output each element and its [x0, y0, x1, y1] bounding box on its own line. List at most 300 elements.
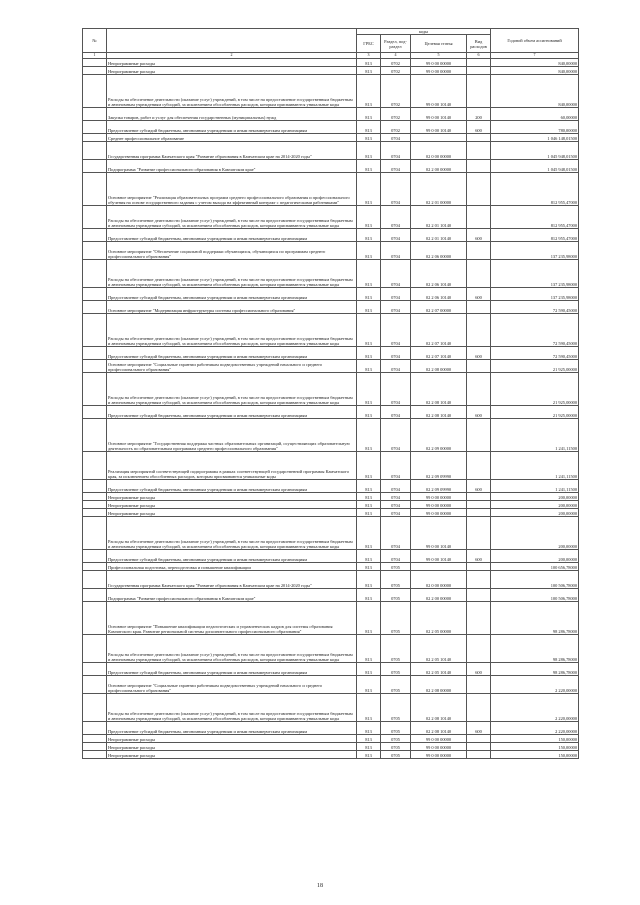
table-row — [83, 120, 579, 133]
row-razdel: 0704 — [381, 313, 411, 346]
table-row — [83, 359, 579, 372]
row-razdel: 0704 — [381, 205, 411, 228]
row-grbs: 813 — [357, 58, 381, 66]
row-target-article: 02 2 08 10140 — [411, 405, 467, 418]
row-number — [83, 734, 107, 742]
row-number — [83, 313, 107, 346]
row-grbs: 813 — [357, 405, 381, 418]
row-expense-type: 600 — [467, 549, 491, 562]
row-name: Расходы на обеспечение деятельности (оказание услуг) учреждений, в том числе на предоставление государственным бюджетным и автономным учреждениям субсидий, за исключением обособленных расходов, которым присваиваются уникальные коды — [107, 634, 357, 662]
row-target-article: 02 2 00 00000 — [411, 159, 467, 172]
row-expense-type: 600 — [467, 479, 491, 492]
row-name: Профессиональная подготовка, переподготовка и повышение квалификации — [107, 562, 357, 570]
row-razdel: 0704 — [381, 259, 411, 287]
row-name: Расходы на обеспечение деятельности (оказание услуг) учреждений, в том числе на предоставление государственным бюджетным и автономным учреждениям субсидий, за исключением обособленных расходов, которым присваиваются уникальные коды — [107, 205, 357, 228]
row-number — [83, 74, 107, 107]
row-razdel: 0705 — [381, 601, 411, 634]
row-razdel: 0705 — [381, 634, 411, 662]
row-amount: 100 506,78000 — [491, 570, 579, 588]
row-name: Предоставление субсидий бюджетным, автономным учреждениям и иным некоммерческим организациям — [107, 549, 357, 562]
row-razdel: 0702 — [381, 66, 411, 74]
row-target-article: 02 2 05 00000 — [411, 601, 467, 634]
row-razdel: 0704 — [381, 549, 411, 562]
row-number — [83, 372, 107, 405]
row-grbs: 813 — [357, 675, 381, 693]
row-razdel: 0705 — [381, 750, 411, 758]
row-grbs: 813 — [357, 259, 381, 287]
page-number: 18 — [317, 883, 323, 889]
row-name: Среднее профессиональное образование — [107, 133, 357, 141]
row-razdel: 0704 — [381, 508, 411, 516]
row-grbs: 813 — [357, 479, 381, 492]
row-razdel: 0705 — [381, 721, 411, 734]
row-razdel: 0704 — [381, 418, 411, 451]
row-number — [83, 228, 107, 241]
table-row — [83, 418, 579, 451]
row-grbs: 813 — [357, 287, 381, 300]
row-razdel: 0705 — [381, 742, 411, 750]
row-target-article: 02 2 06 10140 — [411, 287, 467, 300]
row-number — [83, 662, 107, 675]
row-amount: 60,00000 — [491, 107, 579, 120]
row-number — [83, 500, 107, 508]
table-row — [83, 159, 579, 172]
table-row — [83, 570, 579, 588]
row-expense-type — [467, 675, 491, 693]
row-razdel: 0704 — [381, 372, 411, 405]
row-grbs: 813 — [357, 721, 381, 734]
row-target-article: 99 0 00 10140 — [411, 107, 467, 120]
row-razdel: 0702 — [381, 74, 411, 107]
row-expense-type — [467, 508, 491, 516]
row-name: Непрограммные расходы — [107, 750, 357, 758]
row-name: Основное мероприятие "Модернизация инфраструктуры системы профессионального образования" — [107, 300, 357, 313]
row-razdel: 0704 — [381, 359, 411, 372]
table-row — [83, 74, 579, 107]
row-razdel: 0705 — [381, 675, 411, 693]
row-name: Подпрограмма "Развитие профессионального образования в Камчатском крае" — [107, 159, 357, 172]
row-amount: 1 241,11500 — [491, 451, 579, 479]
row-amount: 150,00000 — [491, 734, 579, 742]
row-grbs: 813 — [357, 500, 381, 508]
row-expense-type — [467, 693, 491, 721]
row-amount: 150,00000 — [491, 750, 579, 758]
row-grbs: 813 — [357, 570, 381, 588]
row-number — [83, 742, 107, 750]
row-amount: 137 235,98000 — [491, 287, 579, 300]
table-row — [83, 742, 579, 750]
row-razdel: 0702 — [381, 120, 411, 133]
row-amount: 21 925,00000 — [491, 372, 579, 405]
row-razdel: 0704 — [381, 405, 411, 418]
row-number — [83, 107, 107, 120]
row-target-article: 99 0 00 10140 — [411, 74, 467, 107]
row-number — [83, 172, 107, 205]
row-target-article: 02 2 09 09990 — [411, 451, 467, 479]
row-target-article: 02 0 00 00000 — [411, 141, 467, 159]
table-row — [83, 588, 579, 601]
row-number — [83, 750, 107, 758]
row-target-article: 02 2 01 10140 — [411, 205, 467, 228]
row-razdel: 0704 — [381, 287, 411, 300]
row-amount: 21 925,00000 — [491, 405, 579, 418]
row-razdel: 0704 — [381, 346, 411, 359]
row-razdel: 0705 — [381, 693, 411, 721]
row-target-article: 02 0 00 00000 — [411, 570, 467, 588]
row-number — [83, 492, 107, 500]
row-amount: 100 656,78000 — [491, 562, 579, 570]
row-expense-type — [467, 241, 491, 259]
row-number — [83, 133, 107, 141]
row-expense-type — [467, 159, 491, 172]
row-amount: 98 286,78000 — [491, 634, 579, 662]
row-razdel: 0705 — [381, 588, 411, 601]
row-target-article: 02 2 06 10140 — [411, 259, 467, 287]
row-expense-type — [467, 500, 491, 508]
row-target-article: 02 2 08 10140 — [411, 372, 467, 405]
row-expense-type — [467, 418, 491, 451]
row-target-article: 99 0 00 10140 — [411, 120, 467, 133]
row-razdel: 0704 — [381, 133, 411, 141]
row-target-article: 99 0 00 00000 — [411, 508, 467, 516]
row-expense-type — [467, 451, 491, 479]
row-expense-type — [467, 133, 491, 141]
row-amount: 150,00000 — [491, 742, 579, 750]
table-row — [83, 451, 579, 479]
row-razdel: 0704 — [381, 492, 411, 500]
header-codes: коды — [357, 29, 491, 35]
row-razdel: 0702 — [381, 58, 411, 66]
row-amount: 72 590,45000 — [491, 313, 579, 346]
row-target-article: 02 2 05 10140 — [411, 634, 467, 662]
row-number — [83, 405, 107, 418]
row-name: Основное мероприятие "Социальные гарантии работникам подведомственных учреждений начального и среднего профессионального образования" — [107, 675, 357, 693]
row-number — [83, 479, 107, 492]
row-target-article: 02 2 05 10140 — [411, 662, 467, 675]
row-grbs: 813 — [357, 549, 381, 562]
row-razdel: 0704 — [381, 479, 411, 492]
header-cs: Целевая статья — [411, 35, 467, 53]
table-row — [83, 516, 579, 549]
row-amount: 1 241,11500 — [491, 479, 579, 492]
row-amount: 840,00000 — [491, 66, 579, 74]
row-razdel: 0704 — [381, 241, 411, 259]
row-name: Расходы на обеспечение деятельности (оказание услуг) учреждений, в том числе на предоставление государственным бюджетным и автономным учреждениям субсидий, за исключением обособленных расходов, которым присваиваются уникальные коды — [107, 693, 357, 721]
header-razdel: Раздел, под-раздел — [381, 35, 411, 53]
row-number — [83, 562, 107, 570]
row-target-article: 02 2 01 00000 — [411, 172, 467, 205]
row-amount: 2 220,00000 — [491, 675, 579, 693]
row-amount: 200,00000 — [491, 508, 579, 516]
table-row — [83, 133, 579, 141]
row-grbs: 813 — [357, 359, 381, 372]
row-target-article — [411, 133, 467, 141]
row-number — [83, 588, 107, 601]
row-grbs: 813 — [357, 107, 381, 120]
row-number — [83, 66, 107, 74]
row-expense-type — [467, 372, 491, 405]
budget-table — [82, 28, 579, 759]
row-grbs: 813 — [357, 508, 381, 516]
row-name: Предоставление субсидий бюджетным, автономным учреждениям и иным некоммерческим организациям — [107, 287, 357, 300]
column-number: 3 — [357, 53, 381, 59]
row-number — [83, 120, 107, 133]
table-row — [83, 675, 579, 693]
row-name: Непрограммные расходы — [107, 492, 357, 500]
row-target-article: 99 0 00 00000 — [411, 58, 467, 66]
table-row — [83, 172, 579, 205]
row-target-article: 02 2 08 10140 — [411, 721, 467, 734]
table-row — [83, 313, 579, 346]
row-amount: 21 925,00000 — [491, 359, 579, 372]
row-amount: 840,00000 — [491, 58, 579, 66]
row-expense-type — [467, 634, 491, 662]
column-number: 6 — [467, 53, 491, 59]
row-amount: 812 955,47000 — [491, 228, 579, 241]
row-name: Основное мероприятие "Социальные гарантии работникам подведомственных учреждений начального и среднего профессионального образования" — [107, 359, 357, 372]
header-grbs: ГРБС — [357, 35, 381, 53]
row-number — [83, 516, 107, 549]
row-name: Предоставление субсидий бюджетным, автономным учреждениям и иным некоммерческим организациям — [107, 721, 357, 734]
row-number — [83, 346, 107, 359]
row-amount: 137 235,98000 — [491, 241, 579, 259]
row-name: Непрограммные расходы — [107, 500, 357, 508]
row-expense-type — [467, 205, 491, 228]
row-target-article: 02 2 09 09990 — [411, 479, 467, 492]
table-row — [83, 549, 579, 562]
row-name: Расходы на обеспечение деятельности (оказание услуг) учреждений, в том числе на предоставление государственным бюджетным и автономным учреждениям субсидий, за исключением обособленных расходов, которым присваиваются уникальные коды — [107, 74, 357, 107]
row-expense-type — [467, 742, 491, 750]
row-expense-type — [467, 172, 491, 205]
row-name: Предоставление субсидий бюджетным, автономным учреждениям и иным некоммерческим организациям — [107, 479, 357, 492]
row-grbs: 813 — [357, 66, 381, 74]
row-number — [83, 675, 107, 693]
row-grbs: 813 — [357, 492, 381, 500]
row-number — [83, 693, 107, 721]
row-target-article: 99 0 00 00000 — [411, 750, 467, 758]
row-number — [83, 418, 107, 451]
row-name: Расходы на обеспечение деятельности (оказание услуг) учреждений, в том числе на предоставление государственным бюджетным и автономным учреждениям субсидий, за исключением обособленных расходов, которым присваиваются уникальные коды — [107, 516, 357, 549]
row-grbs: 813 — [357, 313, 381, 346]
row-amount: 1 045 948,01500 — [491, 159, 579, 172]
table-row — [83, 107, 579, 120]
row-grbs: 813 — [357, 451, 381, 479]
row-expense-type — [467, 734, 491, 742]
row-amount: 2 220,00000 — [491, 693, 579, 721]
table-row — [83, 141, 579, 159]
row-amount: 200,00000 — [491, 492, 579, 500]
row-razdel: 0704 — [381, 300, 411, 313]
row-target-article: 99 0 00 00000 — [411, 500, 467, 508]
row-name: Непрограммные расходы — [107, 508, 357, 516]
row-expense-type: 200 — [467, 107, 491, 120]
row-grbs: 813 — [357, 418, 381, 451]
table-row — [83, 241, 579, 259]
row-number — [83, 259, 107, 287]
row-razdel: 0704 — [381, 451, 411, 479]
row-amount: 1 241,11500 — [491, 418, 579, 451]
header-amount: Годовой объем ассигнований — [491, 29, 579, 53]
row-expense-type — [467, 570, 491, 588]
table-row — [83, 721, 579, 734]
row-amount: 98 286,78000 — [491, 601, 579, 634]
row-amount: 2 220,00000 — [491, 721, 579, 734]
table-row — [83, 479, 579, 492]
row-name: Основное мероприятие "Повышение квалификации педагогических и управленческих кадров для системы образования Камчатского края. Развитие региональной системы дополнительного профессионального образования" — [107, 601, 357, 634]
row-grbs: 813 — [357, 634, 381, 662]
row-amount: 98 286,78000 — [491, 662, 579, 675]
row-target-article: 02 2 09 00000 — [411, 418, 467, 451]
row-name: Основное мероприятие "Государственная поддержка частных образовательных организаций, осуществляющих образовательную деятельность по образовательным программам среднего профессионального образования" — [107, 418, 357, 451]
table-row — [83, 500, 579, 508]
row-razdel: 0704 — [381, 516, 411, 549]
row-expense-type — [467, 74, 491, 107]
table-row — [83, 300, 579, 313]
column-number: 5 — [411, 53, 467, 59]
row-number — [83, 287, 107, 300]
row-expense-type — [467, 300, 491, 313]
row-number — [83, 508, 107, 516]
row-number — [83, 570, 107, 588]
table-row — [83, 601, 579, 634]
row-razdel: 0704 — [381, 141, 411, 159]
row-amount: 812 955,47000 — [491, 205, 579, 228]
row-grbs: 813 — [357, 750, 381, 758]
row-amount: 200,00000 — [491, 500, 579, 508]
row-grbs: 813 — [357, 588, 381, 601]
row-grbs: 813 — [357, 172, 381, 205]
row-target-article: 99 0 00 10140 — [411, 549, 467, 562]
row-amount: 100 506,78000 — [491, 588, 579, 601]
row-name: Закупка товаров, работ и услуг для обеспечения государственных (муниципальных) нужд — [107, 107, 357, 120]
row-expense-type: 600 — [467, 346, 491, 359]
row-expense-type: 600 — [467, 120, 491, 133]
row-razdel: 0704 — [381, 172, 411, 205]
row-target-article: 02 2 01 10140 — [411, 228, 467, 241]
row-grbs: 813 — [357, 693, 381, 721]
row-target-article: 02 2 07 10140 — [411, 313, 467, 346]
row-amount: 1 045 948,01500 — [491, 141, 579, 159]
row-grbs: 813 — [357, 346, 381, 359]
row-razdel: 0705 — [381, 562, 411, 570]
row-number — [83, 159, 107, 172]
header-name — [107, 29, 357, 53]
table-row — [83, 508, 579, 516]
table-row — [83, 562, 579, 570]
row-expense-type: 600 — [467, 405, 491, 418]
row-razdel: 0704 — [381, 500, 411, 508]
row-target-article: 99 0 00 00000 — [411, 742, 467, 750]
row-razdel: 0704 — [381, 159, 411, 172]
row-expense-type — [467, 601, 491, 634]
row-grbs: 813 — [357, 742, 381, 750]
row-name: Государственная программа Камчатского края "Развитие образования в Камчатском крае на 2014-2020 годы" — [107, 141, 357, 159]
row-grbs: 813 — [357, 372, 381, 405]
row-number — [83, 451, 107, 479]
row-target-article: 02 2 00 00000 — [411, 588, 467, 601]
row-name: Предоставление субсидий бюджетным, автономным учреждениям и иным некоммерческим организациям — [107, 346, 357, 359]
row-target-article: 99 0 00 00000 — [411, 492, 467, 500]
row-grbs: 813 — [357, 205, 381, 228]
table-row — [83, 205, 579, 228]
row-amount: 780,00000 — [491, 120, 579, 133]
row-grbs: 813 — [357, 734, 381, 742]
row-amount: 200,00000 — [491, 549, 579, 562]
row-expense-type — [467, 58, 491, 66]
row-target-article: 02 2 07 10140 — [411, 346, 467, 359]
row-name: Непрограммные расходы — [107, 734, 357, 742]
row-amount: 1 046 148,01500 — [491, 133, 579, 141]
row-expense-type — [467, 141, 491, 159]
row-razdel: 0705 — [381, 734, 411, 742]
table-row — [83, 750, 579, 758]
row-name: Непрограммные расходы — [107, 742, 357, 750]
row-expense-type — [467, 66, 491, 74]
table-row — [83, 228, 579, 241]
row-razdel: 0705 — [381, 662, 411, 675]
row-expense-type — [467, 492, 491, 500]
row-target-article: 99 0 00 00000 — [411, 734, 467, 742]
row-name: Предоставление субсидий бюджетным, автономным учреждениям и иным некоммерческим организациям — [107, 662, 357, 675]
row-grbs: 813 — [357, 300, 381, 313]
row-grbs: 813 — [357, 120, 381, 133]
row-razdel: 0704 — [381, 228, 411, 241]
table-row — [83, 405, 579, 418]
row-number — [83, 141, 107, 159]
row-number — [83, 721, 107, 734]
row-target-article: 99 0 00 00000 — [411, 66, 467, 74]
row-target-article: 99 0 00 10140 — [411, 516, 467, 549]
row-amount: 137 235,98000 — [491, 259, 579, 287]
document-page — [82, 28, 578, 759]
row-grbs: 813 — [357, 133, 381, 141]
row-target-article: 02 2 08 00000 — [411, 359, 467, 372]
table-body — [83, 58, 579, 758]
row-expense-type: 600 — [467, 228, 491, 241]
row-target-article: 02 2 08 10140 — [411, 693, 467, 721]
row-target-article: 02 2 08 00000 — [411, 675, 467, 693]
row-razdel: 0702 — [381, 107, 411, 120]
table-row — [83, 259, 579, 287]
row-expense-type — [467, 750, 491, 758]
row-number — [83, 300, 107, 313]
table-row — [83, 346, 579, 359]
table-row — [83, 58, 579, 66]
column-number: 4 — [381, 53, 411, 59]
row-razdel: 0705 — [381, 570, 411, 588]
row-amount: 840,00000 — [491, 74, 579, 107]
row-expense-type — [467, 313, 491, 346]
row-expense-type — [467, 588, 491, 601]
row-number — [83, 601, 107, 634]
table-row — [83, 634, 579, 662]
row-name: Предоставление субсидий бюджетным, автономным учреждениям и иным некоммерческим организациям — [107, 120, 357, 133]
row-grbs: 813 — [357, 241, 381, 259]
row-name: Основное мероприятие "Обеспечение социальной поддержки обучающихся, обучающихся по программам среднего профессионального образования" — [107, 241, 357, 259]
row-name: Предоставление субсидий бюджетным, автономным учреждениям и иным некоммерческим организациям — [107, 228, 357, 241]
header-vr: Вид расходов — [467, 35, 491, 53]
row-target-article: 02 2 07 00000 — [411, 300, 467, 313]
row-expense-type: 600 — [467, 662, 491, 675]
table-row — [83, 492, 579, 500]
row-amount: 72 590,45000 — [491, 346, 579, 359]
row-grbs: 813 — [357, 516, 381, 549]
table-row — [83, 662, 579, 675]
row-name: Непрограммные расходы — [107, 58, 357, 66]
row-name: Непрограммные расходы — [107, 66, 357, 74]
row-amount: 200,00000 — [491, 516, 579, 549]
row-name: Расходы на обеспечение деятельности (оказание услуг) учреждений, в том числе на предоставление государственным бюджетным и автономным учреждениям субсидий, за исключением обособленных расходов, которым присваиваются уникальные коды — [107, 372, 357, 405]
